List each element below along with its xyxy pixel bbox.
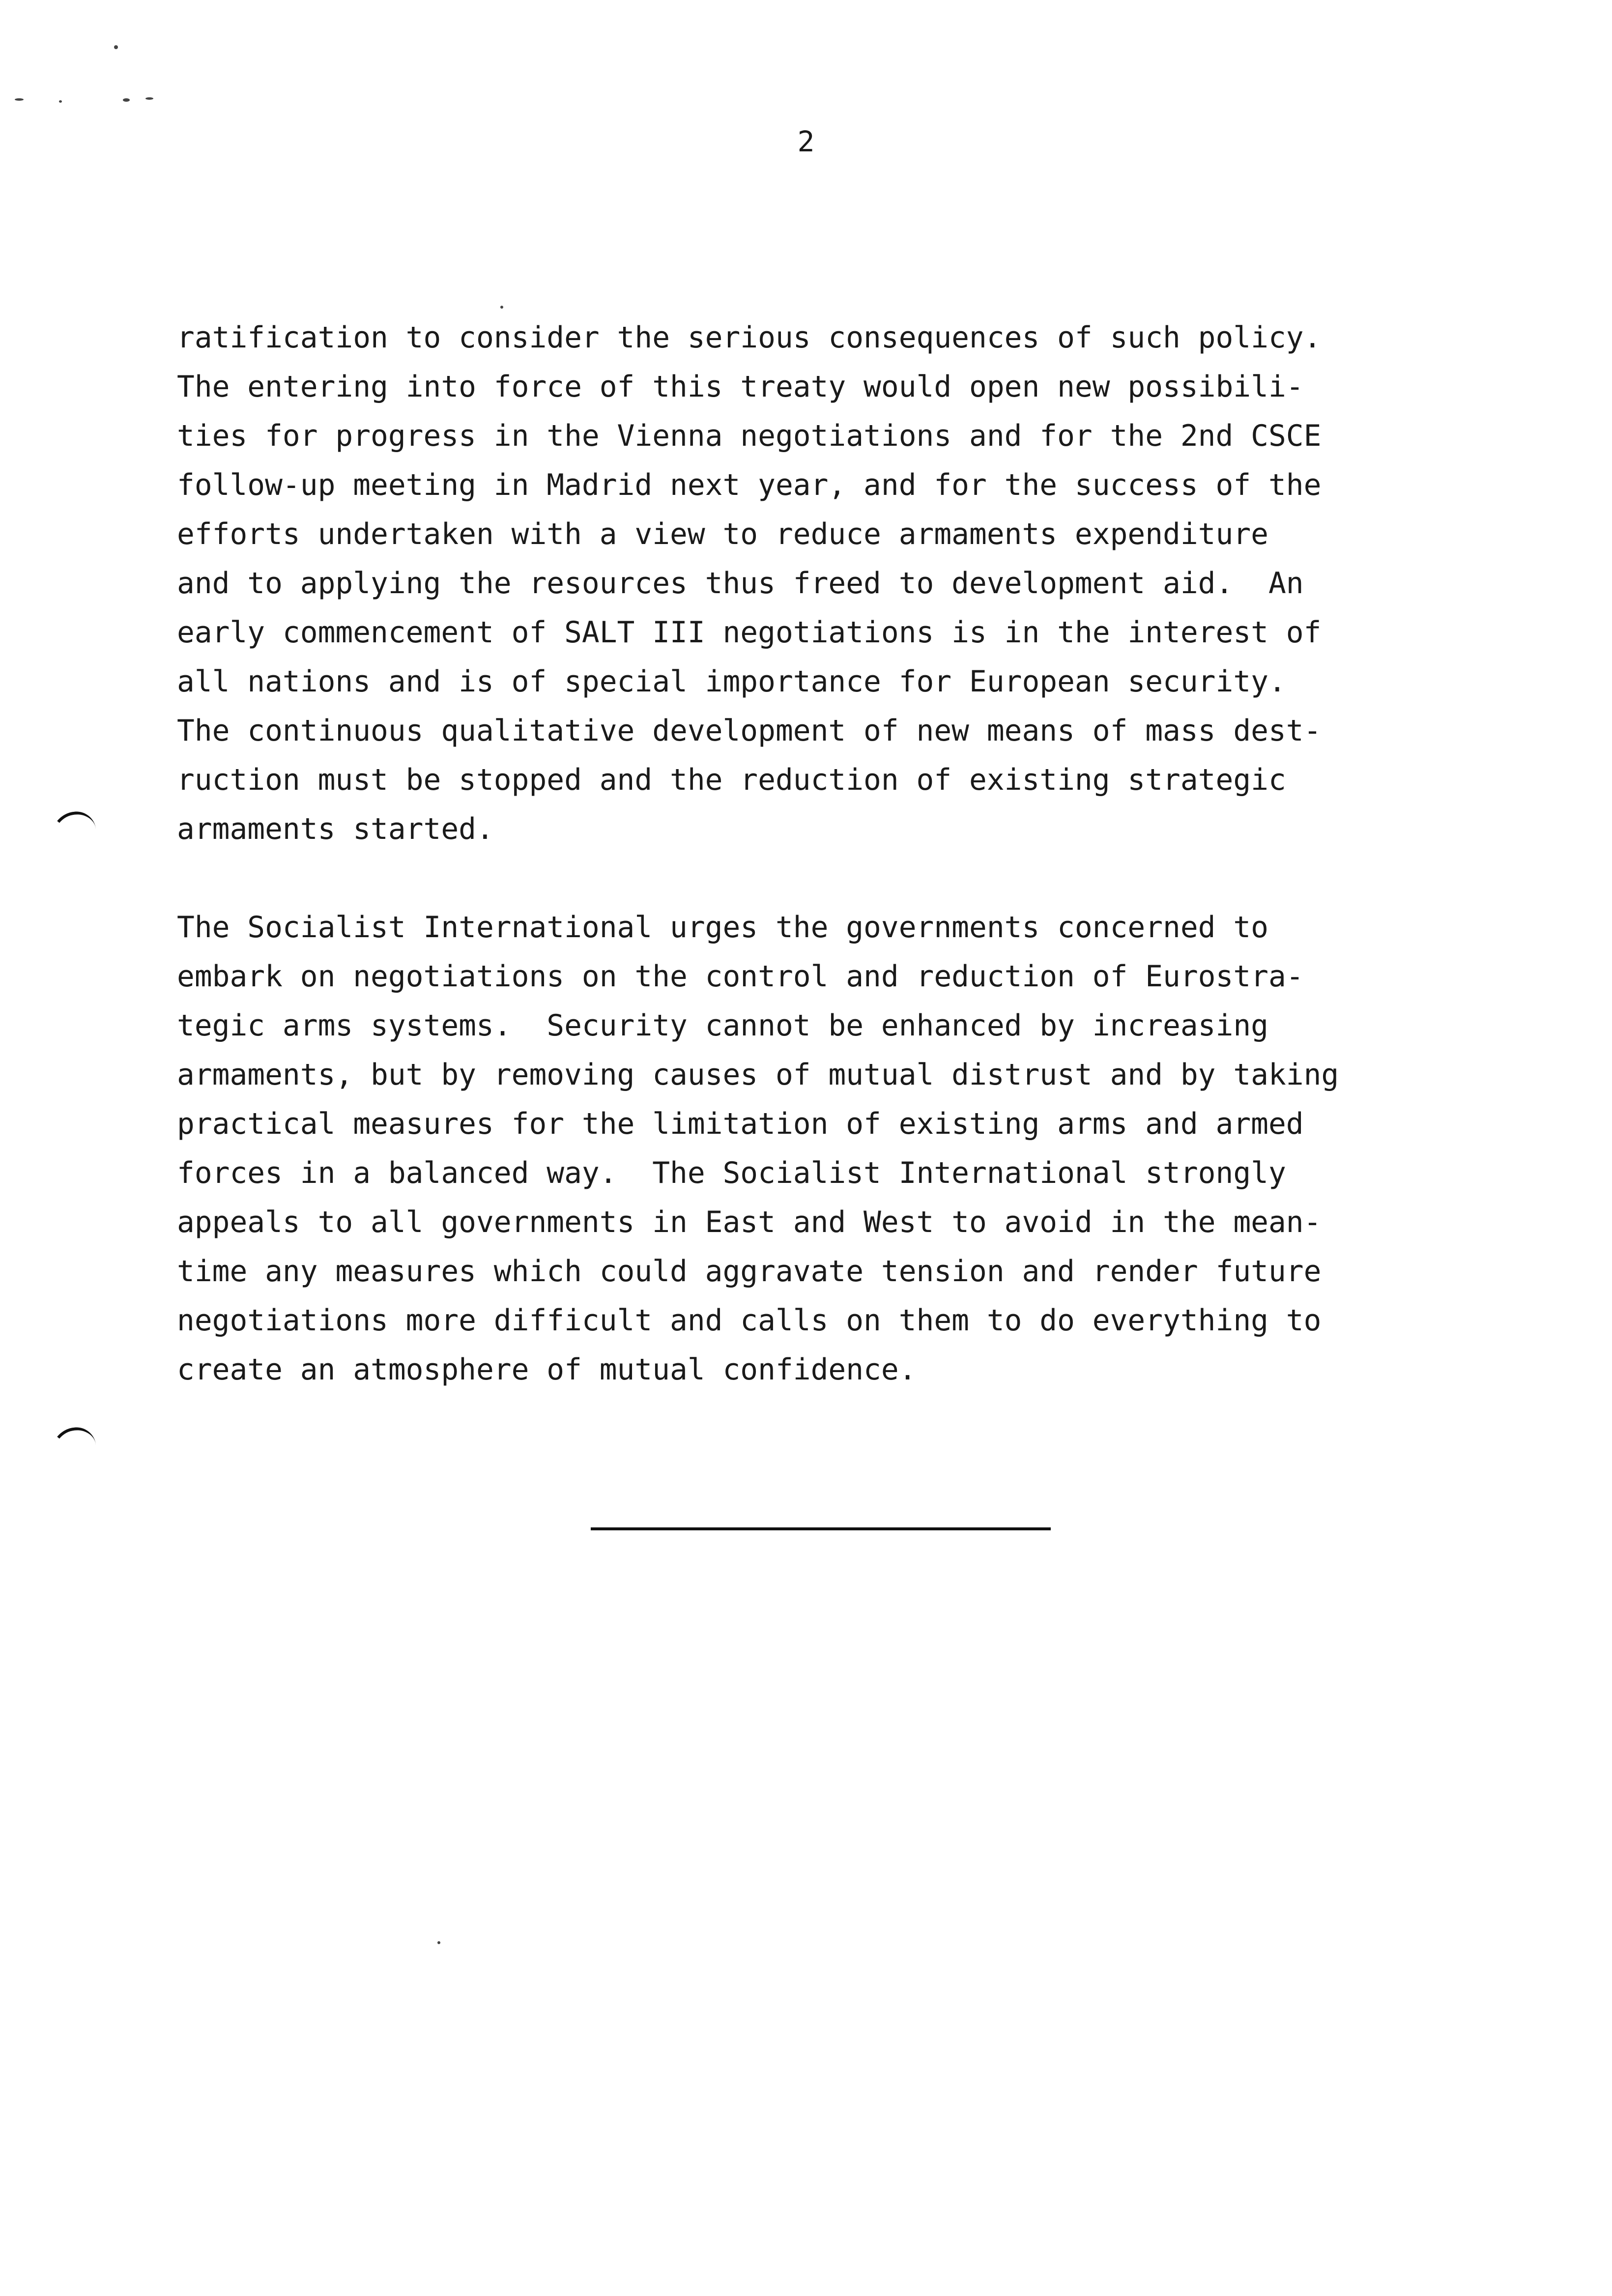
text-line: armaments started.: [177, 812, 494, 846]
paragraph-2: [177, 903, 1504, 1395]
text-line: The continuous qualitative development of new means of mass dest-: [177, 714, 1322, 748]
scan-speck: [123, 98, 130, 102]
paragraph-1: [177, 314, 1504, 854]
text-line: ratification to consider the serious consequences of such policy.: [177, 321, 1322, 355]
scan-speck: [145, 97, 153, 100]
text-line: ruction must be stopped and the reduction of existing strategic: [177, 763, 1286, 797]
text-line: early commencement of SALT III negotiations is in the interest of: [177, 616, 1322, 650]
text-line: efforts undertaken with a view to reduce armaments expenditure: [177, 517, 1268, 551]
text-line: The Socialist International urges the governments concerned to: [177, 911, 1268, 945]
text-line: forces in a balanced way. The Socialist International strongly: [177, 1156, 1286, 1190]
text-line: appeals to all governments in East and West to avoid in the mean-: [177, 1205, 1322, 1239]
text-line: all nations and is of special importance for European security.: [177, 665, 1286, 699]
text-line: armaments, but by removing causes of mutual distrust and by taking: [177, 1058, 1339, 1092]
scan-speck: [114, 45, 118, 49]
text-line: embark on negotiations on the control and reduction of Eurostra-: [177, 960, 1304, 994]
text-line: ties for progress in the Vienna negotiations and for the 2nd CSCE: [177, 419, 1322, 453]
text-line: follow-up meeting in Madrid next year, and for the success of the: [177, 468, 1322, 502]
text-line: practical measures for the limitation of existing arms and armed: [177, 1107, 1304, 1141]
page-number: 2: [797, 125, 815, 158]
text-line: The entering into force of this treaty would open new possibili-: [177, 370, 1304, 404]
punch-hole-mark: [49, 1425, 98, 1475]
punch-hole-mark: [49, 809, 98, 859]
scan-speck: [500, 306, 503, 309]
text-line: and to applying the resources thus freed to development aid. An: [177, 567, 1304, 601]
text-line: negotiations more difficult and calls on them to do everything to: [177, 1304, 1322, 1338]
end-rule: [591, 1527, 1051, 1530]
scan-speck: [437, 1941, 440, 1944]
text-line: create an atmosphere of mutual confidence.: [177, 1353, 917, 1387]
scan-speck: [59, 100, 62, 103]
text-line: time any measures which could aggravate tension and render future: [177, 1255, 1322, 1289]
text-line: tegic arms systems. Security cannot be enhanced by increasing: [177, 1009, 1268, 1043]
scan-speck: [15, 98, 24, 101]
